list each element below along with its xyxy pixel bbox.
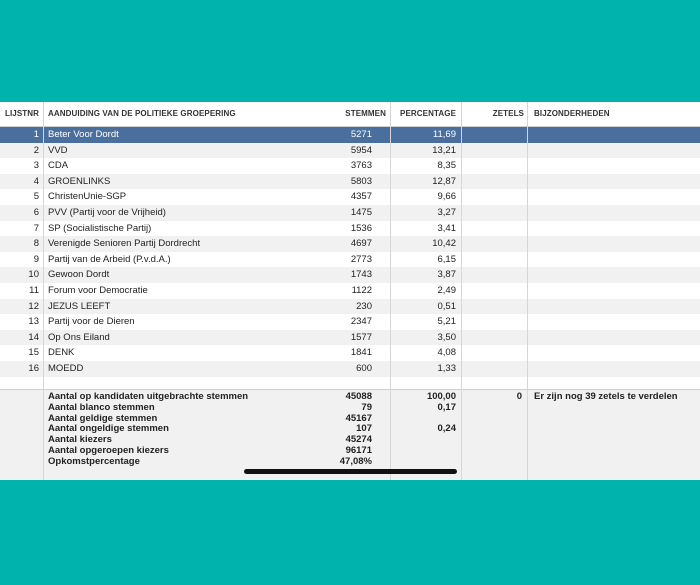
percentage-cell: 13,21: [432, 144, 456, 156]
summary-row: [0, 392, 700, 403]
summary-label: Aantal opgeroepen kiezers: [48, 446, 169, 456]
summary-row: [0, 457, 700, 468]
column-header-lijstnr[interactable]: LIJSTNR: [5, 109, 40, 118]
party-name-cell: Partij van de Arbeid (P.v.d.A.): [48, 253, 171, 265]
table-row[interactable]: [0, 205, 700, 221]
stemmen-cell: 5271: [350, 129, 372, 140]
lijstnr-cell: 15: [28, 347, 39, 359]
party-name-cell: GROENLINKS: [48, 175, 111, 187]
party-name-cell: SP (Socialistische Partij): [48, 222, 152, 234]
party-name-cell: JEZUS LEEFT: [48, 300, 111, 312]
table-row[interactable]: [0, 299, 700, 315]
summary-label: Opkomstpercentage: [48, 456, 140, 467]
percentage-cell: 0,51: [437, 300, 456, 312]
summary-percentage: 100,00: [426, 392, 456, 402]
summary-value: 45088: [345, 392, 372, 402]
percentage-cell: 3,87: [437, 269, 456, 281]
lijstnr-cell: 2: [33, 144, 39, 156]
column-divider: [461, 102, 462, 480]
stemmen-cell: 4357: [350, 191, 372, 203]
summary-label: Aantal blanco stemmen: [48, 402, 155, 413]
party-name-cell: DENK: [48, 347, 75, 359]
percentage-cell: 1,33: [437, 363, 456, 374]
table-row[interactable]: [0, 314, 700, 330]
lijstnr-cell: 7: [33, 222, 39, 234]
summary-percentage: [390, 446, 456, 457]
party-name-cell: Op Ons Eiland: [48, 331, 110, 343]
stemmen-cell: 600: [356, 363, 372, 374]
lijstnr-cell: 9: [33, 253, 39, 265]
summary-label: Aantal geldige stemmen: [48, 413, 158, 424]
stemmen-cell: 1841: [350, 347, 372, 359]
lijstnr-cell: 8: [33, 238, 39, 250]
percentage-cell: 2,49: [437, 285, 456, 296]
percentage-cell: 5,21: [437, 316, 456, 328]
stemmen-cell: 2347: [350, 316, 372, 328]
percentage-cell: 3,41: [437, 222, 456, 234]
column-divider: [43, 102, 44, 480]
lijstnr-cell: 5: [33, 191, 39, 203]
party-name-cell: MOEDD: [48, 363, 84, 374]
summary-value: 107: [356, 424, 372, 435]
stemmen-cell: 4697: [350, 238, 372, 250]
summary-percentage: [390, 457, 456, 468]
column-header-zetels[interactable]: ZETELS: [492, 109, 524, 118]
summary-label: Aantal ongeldige stemmen: [48, 424, 169, 435]
table-row[interactable]: [0, 221, 700, 237]
lijstnr-cell: 14: [28, 331, 39, 343]
percentage-cell: 12,87: [432, 175, 456, 187]
summary-value: 47,08%: [339, 456, 372, 467]
column-divider: [390, 102, 391, 480]
lijstnr-cell: 3: [33, 160, 39, 172]
summary-row: [0, 424, 700, 435]
table-row[interactable]: [0, 127, 700, 143]
column-header-aanduiding[interactable]: AANDUIDING VAN DE POLITIEKE GROEPERING: [48, 109, 236, 118]
summary-row: [0, 414, 700, 425]
table-row[interactable]: [0, 330, 700, 346]
summary-note: Er zijn nog 39 zetels te verdelen: [534, 392, 678, 402]
summary-value: 79: [361, 402, 372, 413]
summary-percentage: [390, 414, 456, 425]
lijstnr-cell: 12: [28, 300, 39, 312]
table-row[interactable]: [0, 283, 700, 299]
stemmen-cell: 1743: [350, 269, 372, 281]
summary-zetels: 0: [516, 392, 522, 402]
column-header-stemmen[interactable]: STEMMEN: [345, 109, 386, 118]
stemmen-cell: 1536: [350, 222, 372, 234]
column-header-percentage[interactable]: PERCENTAGE: [400, 109, 456, 118]
table-header: [0, 102, 700, 127]
percentage-cell: 4,08: [437, 347, 456, 359]
party-name-cell: Verenigde Senioren Partij Dordrecht: [48, 238, 201, 250]
summary-percentage: 0,17: [437, 402, 456, 413]
percentage-cell: 3,27: [437, 207, 456, 218]
lijstnr-cell: 1: [33, 129, 39, 140]
table-row[interactable]: [0, 158, 700, 174]
column-divider: [527, 102, 528, 480]
summary-value: 45167: [345, 413, 372, 424]
summary-label: Aantal kiezers: [48, 435, 112, 446]
party-name-cell: Gewoon Dordt: [48, 269, 110, 281]
results-table: [0, 102, 700, 480]
table-row[interactable]: [0, 267, 700, 283]
party-name-cell: Forum voor Democratie: [48, 285, 148, 296]
stemmen-cell: 230: [356, 300, 372, 312]
summary-value: 96171: [345, 446, 372, 456]
table-row[interactable]: [0, 236, 700, 252]
summary-row: [0, 403, 700, 414]
stemmen-cell: 1475: [350, 207, 372, 218]
lijstnr-cell: 6: [33, 207, 39, 218]
lijstnr-cell: 10: [28, 269, 39, 281]
party-name-cell: Partij voor de Dieren: [48, 316, 135, 328]
table-row[interactable]: [0, 252, 700, 268]
percentage-cell: 8,35: [437, 160, 456, 172]
percentage-cell: 11,69: [432, 129, 456, 140]
party-name-cell: ChristenUnie-SGP: [48, 191, 127, 203]
lijstnr-cell: 16: [28, 363, 39, 374]
summary-section: [0, 389, 700, 480]
table-row[interactable]: [0, 361, 700, 377]
percentage-cell: 10,42: [432, 238, 456, 250]
summary-percentage: 0,24: [437, 424, 456, 435]
lijstnr-cell: 13: [28, 316, 39, 328]
stemmen-cell: 5803: [350, 175, 372, 187]
party-name-cell: PVV (Partij voor de Vrijheid): [48, 207, 166, 218]
horizontal-scrollbar[interactable]: [244, 469, 457, 474]
stemmen-cell: 5954: [350, 144, 372, 156]
stemmen-cell: 1577: [350, 331, 372, 343]
lijstnr-cell: 11: [29, 285, 39, 296]
table-row[interactable]: [0, 143, 700, 159]
percentage-cell: 6,15: [437, 253, 456, 265]
percentage-cell: 9,66: [437, 191, 456, 203]
summary-row: [0, 446, 700, 457]
summary-value: 45274: [345, 435, 372, 446]
stemmen-cell: 1122: [351, 285, 372, 296]
stemmen-cell: 3763: [350, 160, 372, 172]
table-row[interactable]: [0, 189, 700, 205]
summary-row: [0, 435, 700, 446]
stemmen-cell: 2773: [350, 253, 372, 265]
table-row[interactable]: [0, 174, 700, 190]
column-header-bijzonderheden[interactable]: BIJZONDERHEDEN: [534, 109, 610, 118]
party-name-cell: Beter Voor Dordt: [48, 129, 119, 140]
summary-label: Aantal op kandidaten uitgebrachte stemmen: [48, 392, 249, 402]
percentage-cell: 3,50: [437, 331, 456, 343]
party-name-cell: CDA: [48, 160, 69, 172]
party-name-cell: VVD: [48, 144, 68, 156]
lijstnr-cell: 4: [33, 175, 39, 187]
summary-percentage: [390, 435, 456, 446]
table-row[interactable]: [0, 345, 700, 361]
